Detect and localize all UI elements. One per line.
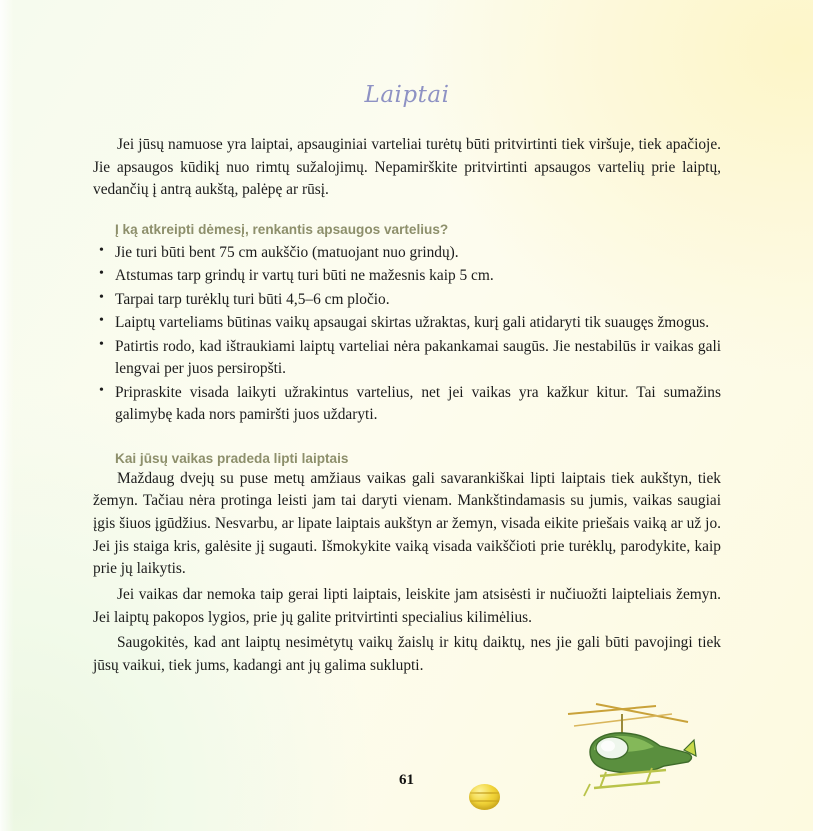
list-item: • Tarpai tarp turėklų turi būti 4,5–6 cm pločio. bbox=[93, 289, 721, 311]
paragraph: Jei vaikas dar nemoka taip gerai lipti laiptais, leiskite jam atsisėsti ir nučiuožti laipteliais žemyn. Jei laiptų pakopos lygios, prie jų galite pritvirtinti specialius kilimėlius. bbox=[93, 586, 721, 626]
list-item: • Jie turi būti bent 75 cm aukščio (matuojant nuo grindų). bbox=[93, 242, 721, 264]
climbing-paragraphs bbox=[93, 468, 721, 678]
list-item: • Pripraskite visada laikyti užrakintus vartelius, net jei vaikas yra kažkur kitur. Tai sumažins galimybę kada nors pamiršti juos uždaryti. bbox=[93, 382, 721, 427]
page-content bbox=[93, 60, 721, 681]
helicopter-icon bbox=[560, 700, 720, 800]
list-item: • Atstumas tarp grindų ir vartų turi būti ne mažesnis kaip 5 cm. bbox=[93, 265, 721, 287]
chapter-title: Laiptai bbox=[364, 82, 450, 108]
helicopter-illustration bbox=[560, 700, 720, 800]
intro-paragraph: Jei jūsų namuose yra laiptai, apsauginiai varteliai turėtų būti pritvirtinti tiek viršuje, tiek apačioje. Jie apsaugos kūdikį nuo rimtų sužalojimų. Nepamirškite pritvirtinti apsaugos vartelių prie laiptų, vedančių į antrą aukštą, palėpę ar rūsį. bbox=[93, 136, 721, 199]
page-edge-shading bbox=[0, 0, 14, 831]
paragraph: Saugokitės, kad ant laiptų nesimėtytų vaikų žaislų ir kitų daiktų, nes jie gali būti pavojingi tiek jūsų vaikui, tiek jums, kadangi ant jų galima suklupti. bbox=[93, 634, 721, 674]
list-item: • Laiptų varteliams būtinas vaikų apsaugai skirtas užraktas, kurį gali atidaryti tik suaugęs žmogus. bbox=[93, 312, 721, 334]
list-item: • Patirtis rodo, kad ištraukiami laiptų varteliai nėra pakankamai saugūs. Jie nestabilūs ir vaikas gali lengvai per juos persiropšti. bbox=[93, 336, 721, 381]
section-heading-climbing: Kai jūsų vaikas pradeda lipti laiptais bbox=[115, 450, 349, 466]
ball-illustration bbox=[469, 784, 500, 810]
page-number: 61 bbox=[399, 772, 414, 788]
ball-shape bbox=[469, 784, 500, 810]
section-heading-checklist: Į ką atkreipti dėmesį, renkantis apsaugos vartelius? bbox=[115, 221, 449, 237]
paragraph: Maždaug dvejų su puse metų amžiaus vaikas gali savarankiškai lipti laiptais tiek aukštyn, tiek žemyn. Tačiau nėra protinga leisti jam tai daryti vienam. Mankštindamasis su jumis, vaikas saugiai įgis šiuos įgūdžius. Nesvarbu, ar lipate laiptais aukštyn ar žemyn, visada eikite priešais vaiką ar už jo. Jei jis staiga kris, galėsite jį sugauti. Išmokykite vaiką visada vaikščioti prie turėklų, parodykite, kaip prie jų laikytis. bbox=[93, 469, 721, 578]
checklist-bullets bbox=[93, 242, 721, 427]
